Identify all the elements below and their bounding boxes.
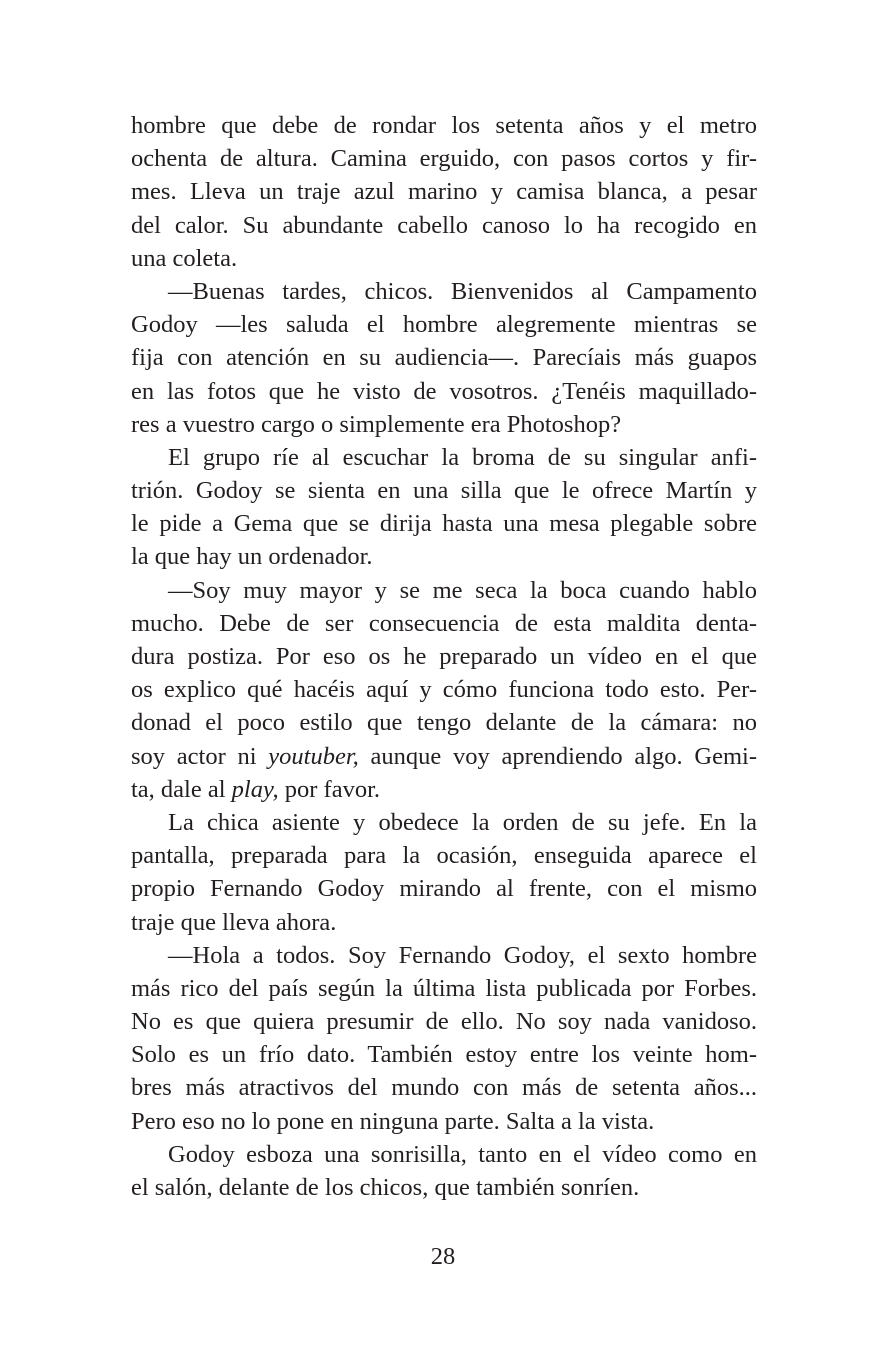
text-line: Godoy esboza una sonrisilla, tanto en el vídeo como en [168, 1140, 757, 1168]
page-number: 28 [430, 1243, 456, 1270]
text-line: Solo es un frío dato. También estoy entre los veinte hom- [131, 1041, 757, 1069]
text-segment: soy actor ni [131, 742, 269, 770]
text-line: —Hola a todos. Soy Fernando Godoy, el sexto hombre [168, 941, 757, 969]
text-line: una coleta. [131, 244, 238, 272]
text-line: mes. Lleva un traje azul marino y camisa blanca, a pesar [131, 178, 757, 206]
text-line: pantalla, preparada para la ocasión, enseguida aparece el [131, 842, 757, 870]
italic-term: play, [231, 775, 279, 803]
text-line: os explico qué hacéis aquí y cómo funciona todo esto. Per- [131, 676, 757, 704]
text-line: El grupo ríe al escuchar la broma de su singular anfi- [168, 443, 757, 471]
text-line: más rico del país según la última lista publicada por Forbes. [131, 974, 757, 1002]
text-line: —Buenas tardes, chicos. Bienvenidos al Campamento [168, 277, 757, 305]
text-line: en las fotos que he visto de vosotros. ¿Tenéis maquillado- [131, 377, 757, 405]
text-line: hombre que debe de rondar los setenta años y el metro [131, 112, 757, 139]
text-line: —Soy muy mayor y se me seca la boca cuando hablo [168, 576, 757, 604]
text-segment: por favor. [278, 775, 381, 803]
text-line: traje que lleva ahora. [131, 908, 337, 936]
text-line: bres más atractivos del mundo con más de setenta años... [131, 1074, 757, 1102]
text-line: Pero eso no lo pone en ninguna parte. Salta a la vista. [131, 1107, 655, 1135]
text-line: fija con atención en su audiencia—. Parecíais más guapos [131, 344, 757, 372]
text-line [131, 740, 757, 773]
text-line: Godoy —les saluda el hombre alegremente mientras se [131, 311, 757, 339]
text-line: trión. Godoy se sienta en una silla que le ofrece Martín y [131, 477, 757, 505]
text-line [131, 773, 757, 806]
text-line: mucho. Debe de ser consecuencia de esta maldita denta- [131, 609, 757, 637]
text-segment: ta, dale al [131, 775, 232, 803]
text-line: el salón, delante de los chicos, que también sonríen. [131, 1174, 640, 1201]
text-line: del calor. Su abundante cabello canoso lo ha recogido en [131, 211, 757, 239]
italic-term: youtuber, [268, 742, 359, 770]
text-line: ochenta de altura. Camina erguido, con pasos cortos y fir- [131, 145, 757, 173]
text-line: le pide a Gema que se dirija hasta una mesa plegable sobre [131, 510, 757, 538]
text-line: la que hay un ordenador. [131, 543, 373, 571]
body-text [131, 109, 757, 1204]
text-line: La chica asiente y obedece la orden de su jefe. En la [168, 808, 757, 836]
text-line: dura postiza. Por eso os he preparado un vídeo en el que [131, 643, 757, 670]
text-line: propio Fernando Godoy mirando al frente, con el mismo [131, 875, 757, 903]
text-line: donad el poco estilo que tengo delante de la cámara: no [131, 709, 757, 737]
text-line: No es que quiera presumir de ello. No soy nada vanidoso. [131, 1008, 757, 1036]
text-line: res a vuestro cargo o simplemente era Photoshop? [131, 410, 622, 438]
text-segment: aunque voy aprendiendo algo. Gemi- [358, 742, 758, 770]
